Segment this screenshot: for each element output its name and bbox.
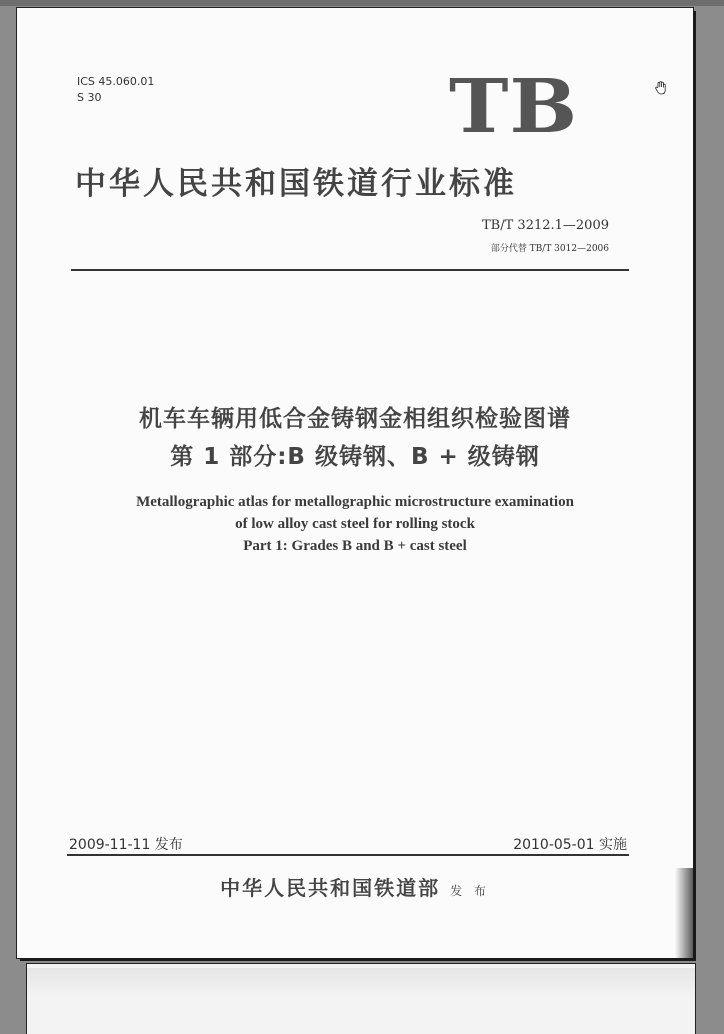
tb-logo: TB — [449, 64, 579, 150]
issuer-name: 中华人民共和国铁道部 — [220, 876, 441, 900]
standard-title: 中华人民共和国铁道行业标准 — [75, 166, 517, 202]
hand-cursor-icon — [655, 81, 667, 95]
replaces-note: 部分代替 TB/T 3012—2006 — [490, 244, 609, 254]
classification-code: S 30 — [77, 91, 102, 104]
viewer-toolbar-edge — [0, 0, 724, 6]
standard-number: TB/T 3212.1—2009 — [482, 218, 609, 233]
title-en-line3: Part 1: Grades B and B + cast steel — [243, 538, 467, 554]
title-en-line1: Metallographic atlas for metallographic microstructure examination — [136, 494, 574, 510]
issuer-action: 发 布 — [450, 884, 490, 898]
next-page-header-band — [27, 968, 695, 996]
implementation-date: 2010-05-01 实施 — [513, 837, 627, 853]
header-divider — [71, 269, 629, 271]
ics-code: ICS 45.060.01 — [77, 75, 155, 88]
title-cn-line2: 第 1 部分:B 级铸钢、B + 级铸钢 — [170, 444, 540, 470]
issue-date: 2009-11-11 发布 — [69, 837, 183, 853]
document-page[interactable] — [17, 8, 693, 958]
ics-block — [77, 74, 154, 106]
issuer-line — [17, 872, 693, 901]
page-edge-shadow — [675, 868, 693, 958]
title-cn-line1: 机车车辆用低合金铸钢金相组织检验图谱 — [139, 406, 571, 432]
footer-divider — [67, 854, 629, 856]
title-en-line2: of low alloy cast steel for rolling stock — [235, 516, 475, 532]
